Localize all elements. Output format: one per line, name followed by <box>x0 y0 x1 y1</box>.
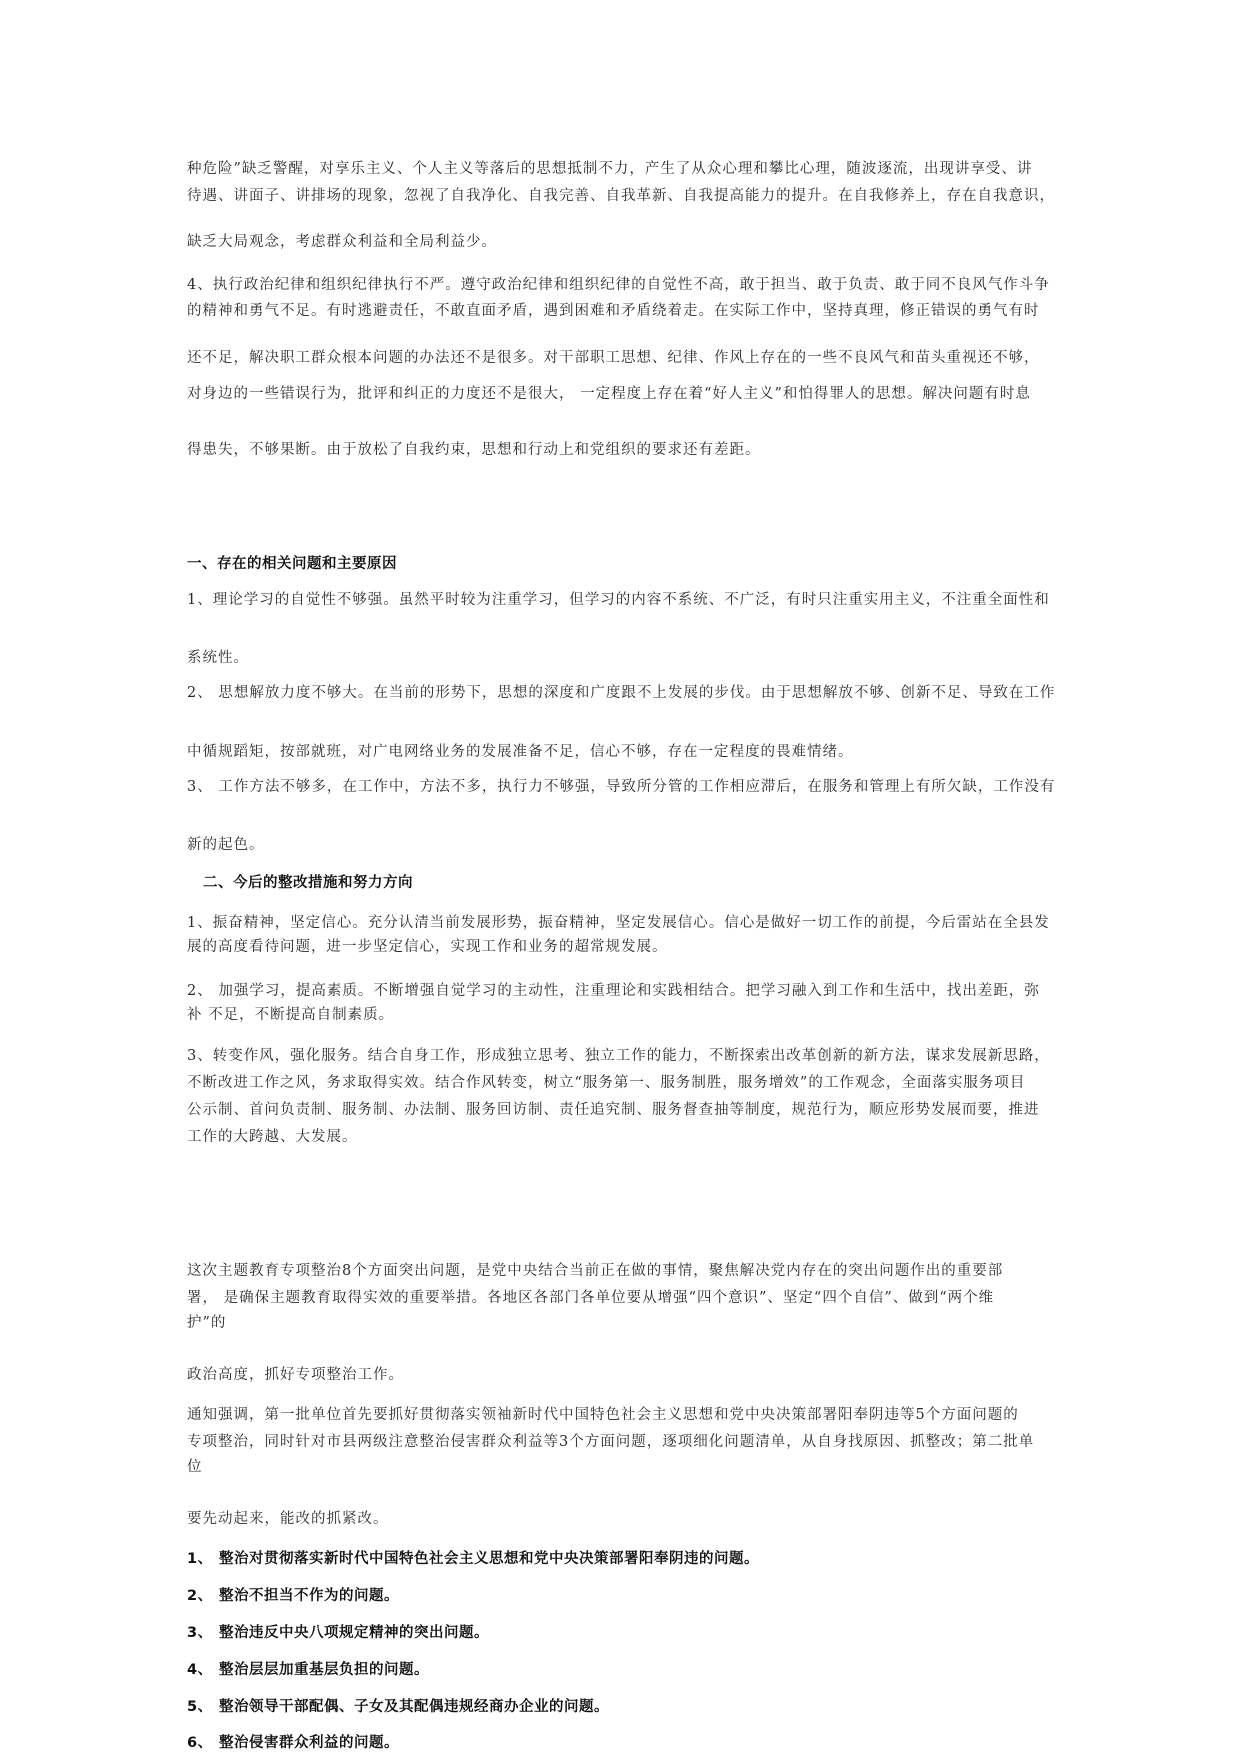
list-text: 整治对贯彻落实新时代中国特色社会主义思想和党中央决策部署阳奉阴违的问题。 <box>219 1551 759 1567</box>
paragraph-line: 不断改进工作之风，务求取得实效。结合作风转变，树立“服务第一、服务制胜，服务增效”的工作观念，全面落实服务项目 <box>187 1075 1026 1091</box>
paragraph-line: 待遇、讲面子、讲排场的现象，忽视了自我净化、自我完善、自我革新、自我提高能力的提升。在自我修养上，存在自我意识， <box>187 188 1055 204</box>
list-number: 2、 <box>187 1588 213 1604</box>
paragraph-line: 这次主题教育专项整治8个方面突出问题，是党中央结合当前正在做的事情，聚焦解决党内存在的突出问题作出的重要部 <box>187 1263 1004 1279</box>
paragraph-line: 2、 加强学习，提高素质。不断增强自觉学习的主动性，注重理论和实践相结合。把学习融入到工作和生活中，找出差距，弥 <box>187 983 1040 999</box>
list-number: 3、 <box>187 1625 213 1641</box>
paragraph-line: 专项整治，同时针对市县两级注意整治侵害群众利益等3个方面问题，逐项细化问题清单，从自身找原因、抓整改；第二批单 <box>187 1434 1035 1450</box>
list-number: 6、 <box>187 1735 213 1751</box>
list-text: 整治侵害群众利益的问题。 <box>219 1735 399 1751</box>
paragraph-line: 2、 思想解放力度不够大。在当前的形势下，思想的深度和广度跟不上发展的步伐。由于思想解放不够、创新不足、导致在工作 <box>187 685 1056 701</box>
paragraph-line: 得患失，不够果断。由于放松了自我约束，思想和行动上和党组织的要求还有差距。 <box>187 442 761 458</box>
paragraph-line: 1、振奋精神，坚定信心。充分认清当前发展形势，振奋精神，坚定发展信心。信心是做好一切工作的前提，今后雷站在全县发 <box>187 915 1050 931</box>
list-item <box>187 1734 1057 1752</box>
paragraph-line: 补 不足，不断提高自制素质。 <box>187 1007 395 1023</box>
list-item <box>187 1661 1057 1679</box>
paragraph-line: 公示制、首问负责制、服务制、办法制、服务回访制、责任追究制、服务督查抽等制度，规范行为，顺应形势发展而要，推进 <box>187 1102 1040 1118</box>
section-heading: 二、今后的整改措施和努力方向 <box>203 875 413 891</box>
paragraph-line: 新的起色。 <box>187 837 265 853</box>
paragraph-line: 护”的 <box>187 1315 227 1331</box>
list-item <box>187 1624 1057 1642</box>
paragraph-line: 1、理论学习的自觉性不够强。虽然平时较为注重学习，但学习的内容不系统、不广泛，有时只注重实用主义，不注重全面性和 <box>187 592 1050 608</box>
paragraph-line: 系统性。 <box>187 650 249 666</box>
paragraph-line: 通知强调，第一批单位首先要抓好贯彻落实领袖新时代中国特色社会主义思想和党中央决策部署阳奉阴违等5个方面问题的 <box>187 1407 1019 1423</box>
paragraph-line: 3、转变作风，强化服务。结合自身工作，形成独立思考、独立工作的能力，不断探索出改革创新的新方法，谋求发展新思路， <box>187 1048 1050 1064</box>
paragraph-line: 对身边的一些错误行为，批评和纠正的力度还不是很大， 一定程度上存在着“好人主义”和怕得罪人的思想。解决问题有时息 <box>187 386 1031 402</box>
list-number: 1、 <box>187 1551 213 1567</box>
list-text: 整治不担当不作为的问题。 <box>219 1588 399 1604</box>
paragraph-line: 缺乏大局观念，考虑群众利益和全局利益少。 <box>187 234 497 250</box>
list-number: 5、 <box>187 1699 213 1715</box>
paragraph-line: 4、执行政治纪律和组织纪律执行不严。遵守政治纪律和组织纪律的自觉性不高，敢于担当、敢于负责、敢于同不良风气作斗争 <box>187 277 1050 293</box>
paragraph-line: 要先动起来，能改的抓紧改。 <box>187 1511 389 1527</box>
paragraph-line: 工作的大跨越、大发展。 <box>187 1129 358 1145</box>
list-text: 整治违反中央八项规定精神的突出问题。 <box>219 1625 489 1641</box>
list-item <box>187 1550 1057 1568</box>
list-text: 整治层层加重基层负担的问题。 <box>219 1662 429 1678</box>
list-number: 4、 <box>187 1662 213 1678</box>
paragraph-line: 位 <box>187 1459 203 1475</box>
paragraph-line: 还不足，解决职工群众根本问题的办法还不是很多。对干部职工思想、纪律、作风上存在的一些不良风气和苗头重视还不够， <box>187 350 1040 366</box>
list-text: 整治领导干部配偶、子女及其配偶违规经商办企业的问题。 <box>219 1699 609 1715</box>
paragraph-line: 的精神和勇气不足。有时逃避责任，不敢直面矛盾，遇到困难和矛盾绕着走。在实际工作中，坚持真理，修正错误的勇气有时 <box>187 303 1040 319</box>
paragraph-line: 中循规蹈矩，按部就班，对广电网络业务的发展准备不足，信心不够，存在一定程度的畏难情绪。 <box>187 744 854 760</box>
paragraph-line: 政治高度，抓好专项整治工作。 <box>187 1367 404 1383</box>
paragraph-line: 署， 是确保主题教育取得实效的重要举措。各地区各部门各单位要从增强“四个意识”、坚定“四个自信”、做到“两个维 <box>187 1290 995 1306</box>
section-heading: 一、存在的相关问题和主要原因 <box>187 556 397 572</box>
paragraph-line: 种危险”缺乏警醒，对享乐主义、个人主义等落后的思想抵制不力，产生了从众心理和攀比心理，随波逐流，出现讲享受、讲 <box>187 161 1033 177</box>
list-item <box>187 1587 1057 1605</box>
paragraph-line: 展的高度看待问题，进一步坚定信心，实现工作和业务的超常规发展。 <box>187 939 668 955</box>
list-item <box>187 1698 1057 1716</box>
paragraph-line: 3、 工作方法不够多，在工作中，方法不多，执行力不够强，导致所分管的工作相应滞后，在服务和管理上有所欠缺，工作没有 <box>187 779 1056 795</box>
